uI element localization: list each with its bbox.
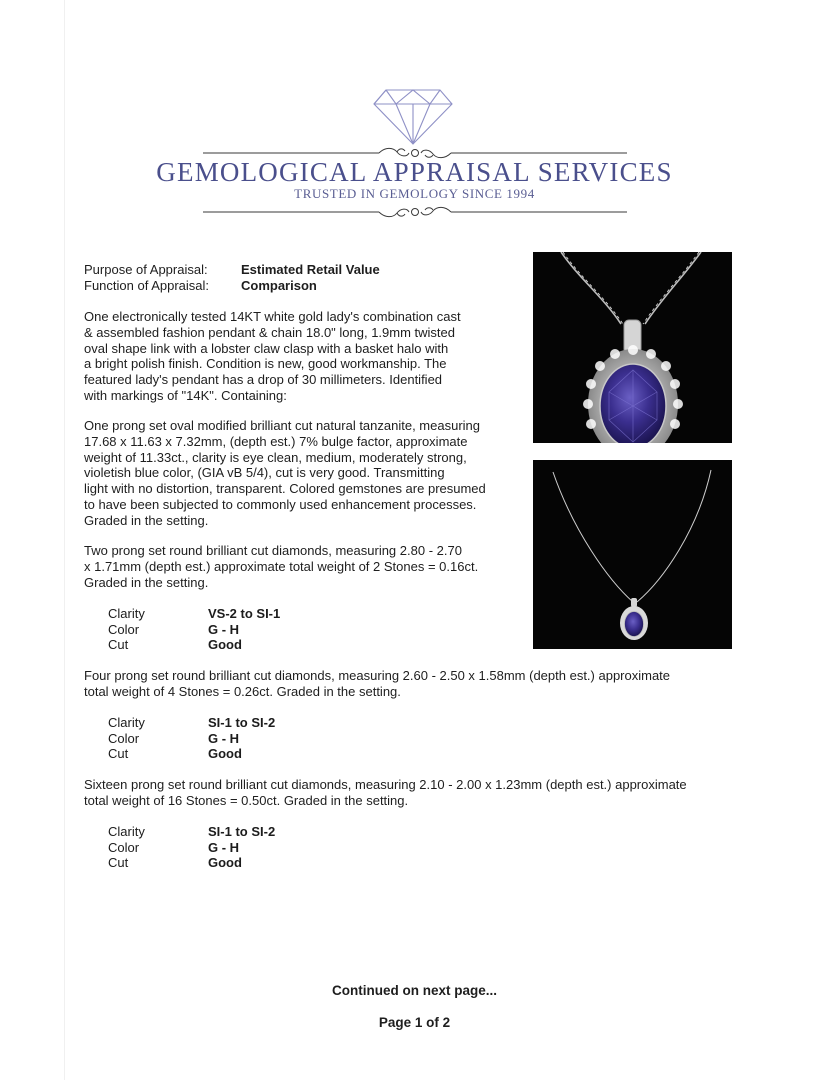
color-value: G - H: [208, 622, 240, 637]
purpose-label: Purpose of Appraisal:: [84, 262, 208, 277]
diamond-group-3-description: [84, 777, 687, 809]
cut-value: Good: [208, 746, 242, 761]
cut-label: Cut: [108, 855, 129, 870]
tanzanite-line: Graded in the setting.: [84, 512, 209, 528]
description-line: featured lady's pendant has a drop of 30 millimeters. Identified: [84, 372, 443, 388]
clarity-value: VS-2 to SI-1: [208, 606, 281, 621]
purpose-value: Estimated Retail Value: [241, 262, 380, 277]
necklace-full-photo: [533, 460, 732, 649]
company-logo: [0, 0, 829, 240]
clarity-label: Clarity: [108, 606, 145, 621]
item-description: [84, 309, 461, 404]
diamond-icon: [372, 88, 454, 146]
page-number: Page 1 of 2: [378, 1015, 451, 1030]
clarity-value: SI-1 to SI-2: [208, 715, 276, 730]
cut-value: Good: [208, 855, 242, 870]
color-value: G - H: [208, 840, 240, 855]
tanzanite-line: weight of 11.33ct., clarity is eye clean, medium, moderately strong,: [84, 449, 467, 465]
continued-notice: Continued on next page...: [332, 983, 497, 998]
diamond-group-1-description: [84, 543, 478, 590]
tanzanite-line: violetish blue color, (GIA vB 5/4), cut is very good. Transmitting: [84, 465, 445, 481]
description-line: & assembled fashion pendant & chain 18.0" long, 1.9mm twisted: [84, 324, 456, 340]
diamond-group-2-description: [84, 668, 670, 700]
clarity-value: SI-1 to SI-2: [208, 824, 276, 839]
clarity-label: Clarity: [108, 824, 145, 839]
diamond-group-2-line: total weight of 4 Stones = 0.26ct. Graded in the setting.: [84, 683, 401, 699]
color-label: Color: [108, 622, 140, 637]
company-name: GEMOLOGICAL APPRAISAL SERVICES: [156, 157, 673, 187]
cut-value: Good: [208, 637, 242, 652]
ornament-divider-bottom: [203, 205, 627, 219]
tanzanite-line: to have been subjected to commonly used enhancement processes.: [84, 496, 477, 512]
cut-label: Cut: [108, 746, 129, 761]
color-label: Color: [108, 840, 140, 855]
clarity-label: Clarity: [108, 715, 145, 730]
description-line: a bright polish finish. Condition is new, good workmanship. The: [84, 356, 447, 372]
company-tagline: TRUSTED IN GEMOLOGY SINCE 1994: [294, 186, 535, 201]
tanzanite-description: [84, 418, 486, 529]
diamond-group-1-line: Two prong set round brilliant cut diamonds, measuring 2.80 - 2.70: [84, 543, 462, 558]
description-line: One electronically tested 14KT white gold lady's combination cast: [84, 309, 461, 324]
tanzanite-line: One prong set oval modified brilliant cut natural tanzanite, measuring: [84, 418, 480, 433]
function-value: Comparison: [241, 278, 317, 293]
pendant-closeup-photo: [533, 252, 732, 443]
diamond-group-3-line: Sixteen prong set round brilliant cut diamonds, measuring 2.10 - 2.00 x 1.23mm (depth est.) approximate: [84, 777, 687, 792]
function-label: Function of Appraisal:: [84, 278, 210, 293]
diamond-group-1-line: Graded in the setting.: [84, 574, 209, 590]
tanzanite-line: 17.68 x 11.63 x 7.32mm, (depth est.) 7% bulge factor, approximate: [84, 433, 468, 449]
cut-label: Cut: [108, 637, 129, 652]
diamond-group-1-line: x 1.71mm (depth est.) approximate total weight of 2 Stones = 0.16ct.: [84, 558, 479, 574]
description-line: oval shape link with a lobster claw clasp with a basket halo with: [84, 340, 449, 356]
color-value: G - H: [208, 731, 240, 746]
description-line: with markings of "14K". Containing:: [84, 387, 287, 403]
diamond-group-2-line: Four prong set round brilliant cut diamonds, measuring 2.60 - 2.50 x 1.58mm (depth est.) approximate: [84, 668, 671, 683]
tanzanite-line: light with no distortion, transparent. Colored gemstones are presumed: [84, 481, 486, 497]
color-label: Color: [108, 731, 140, 746]
diamond-group-3-line: total weight of 16 Stones = 0.50ct. Graded in the setting.: [84, 792, 409, 808]
